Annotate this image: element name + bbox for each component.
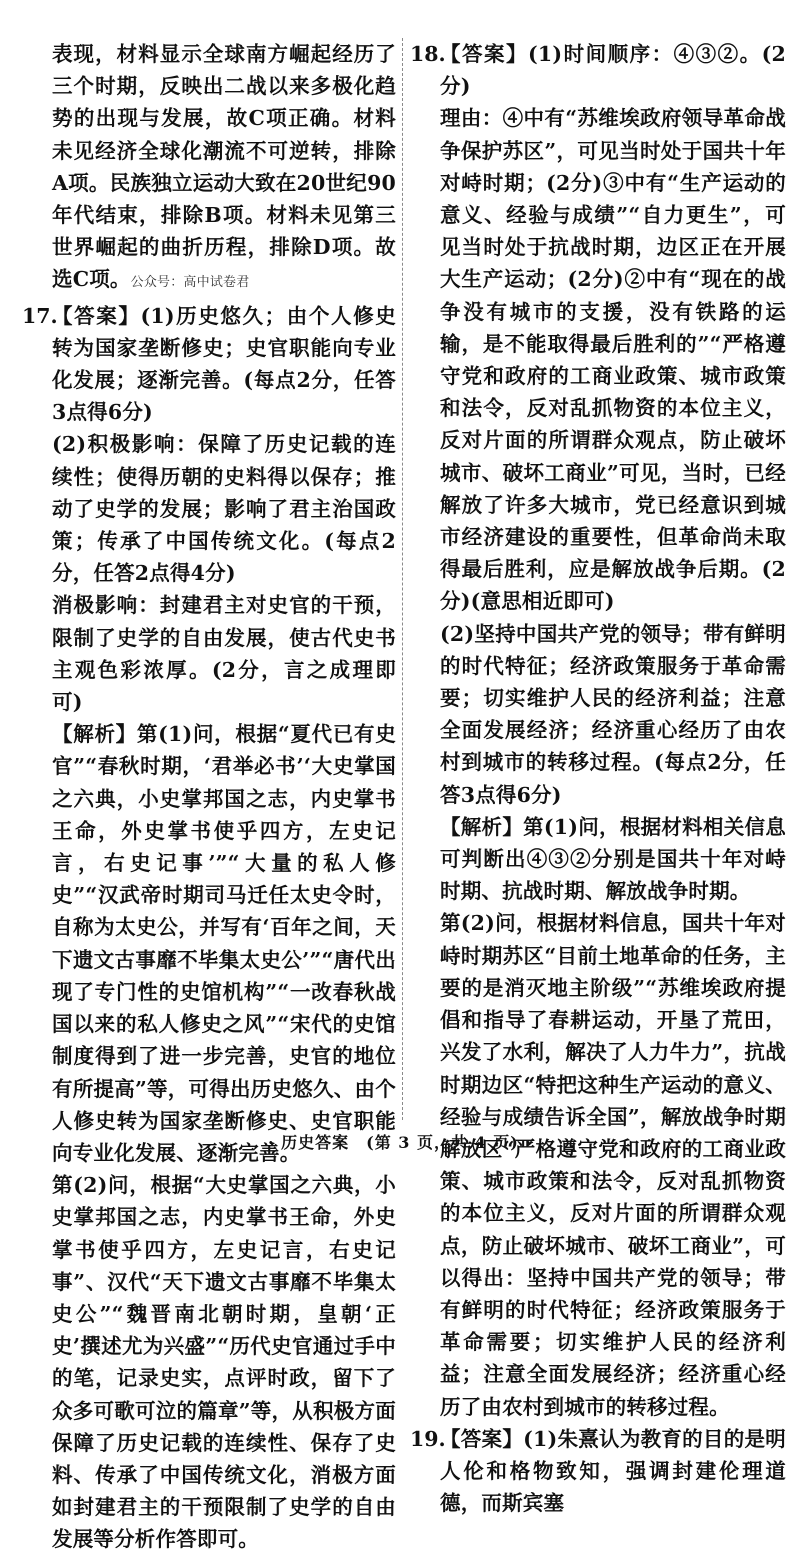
question-17 [22,300,396,1556]
q17-analysis-p1: 【解析】第(1)问，根据“夏代已有史官”“春秋时期，‘君举必书’‘大史掌国之六典，小史掌邦国之志，内史掌书王命，外史掌书使乎四方，左史记言，右史记事’”“大量的私人修史”“汉武帝时期司马迁任太史令时，自称为太史公，并写有‘百年之间，天下遗文古事靡不毕集太史公’”“唐代出现了专门性的史馆机构”“一改春秋战国以来的私人修史之风”“宋代的史馆制度得到了进一步完善，史官的地位有所提高”等，可得出历史悠久、由个人修史转为国家垄断修史、史官职能向专业化发展、逐渐完善。 [52,722,396,1165]
q18-number: 18. [410,42,446,66]
q17-number: 17. [22,303,58,328]
question-18 [410,38,786,1423]
right-column [410,38,786,1519]
q18-answer-p3: (2)坚持中国共产党的领导；带有鲜明的时代特征；经济政策服务于革命需要；切实维护人民的经济利益；注意全面发展经济；经济重心经历了由农村到城市的转移过程。(每点2分，任答3点得6分) [440,621,786,807]
q18-analysis-p2: 第(2)问，根据材料信息，国共十年对峙时期苏区“目前土地革命的任务，主要的是消灭地主阶级”“苏维埃政府提倡和指导了春耕运动，开垦了荒田，兴发了水利，解决了人力牛力”，抗战时期边区“特把这种生产运动的意义、经验与成绩告诉全国”，解放战争时期解放区“严格遵守党和政府的工商业政策、城市政策和法令，反对乱抓物资的本位主义，反对片面的所谓群众观点，防止破坏城市、破坏工商业”，可以得出：坚持中国共产党的领导；带有鲜明的时代特征；经济政策服务于革命需要；切实维护人民的经济利益；注意全面发展经济；经济重心经历了由农村到城市的转移过程。 [440,911,786,1419]
q18-analysis-p1: 【解析】第(1)问，根据材料相关信息可判断出④③②分别是国共十年对峙时期、抗战时期、解放战争时期。 [440,814,786,904]
q17-answer-p3: 消极影响：封建君主对史官的干预，限制了史学的自由发展，使古代史书主观色彩浓厚。(2分，言之成理即可) [52,593,396,715]
answer-tag: 【答案】 [440,1426,524,1451]
answer-tag: 【答案】 [52,303,141,328]
column-divider [402,38,403,1120]
page-footer: · 历史答案 (第 3 页，共 4 页) · [268,1133,532,1152]
q19-number: 19. [410,1426,446,1451]
q18-answer-p1: 【答案】(1)时间顺序：④③②。(2分) [440,42,786,99]
q17-answer-p2: (2)积极影响：保障了历史记载的连续性；使得历朝的史料得以保存；推动了史学的发展；影响了君主治国政策；传承了中国传统文化。(每点2分，任答2点得4分) [52,432,396,586]
left-column [22,38,396,1556]
question-19 [410,1423,786,1520]
q17-answer-p1: 【答案】(1)历史悠久；由个人修史转为国家垄断修史；史官职能向专业化发展；逐渐完善。(每点2分，任答3点得6分) [52,303,396,425]
analysis-tag: 【解析】 [52,722,137,747]
q16-continuation: 表现，材料显示全球南方崛起经历了三个时期，反映出二战以来多极化趋势的出现与发展，故C项正确。材料未见经济全球化潮流不可逆转，排除A项。民族独立运动大致在20世纪90年代结束，排除B项。材料未见第三世界崛起的曲折历程，排除D项。故选C项。公众号：高中试卷君 [52,42,396,292]
q17-analysis-p2: 第(2)问，根据“大史掌国之六典，小史掌邦国之志，内史掌书王命，外史掌书使乎四方，左史记言，右史记事”、汉代“天下遗文古事靡不毕集太史公”“魏晋南北朝时期，皇朝‘正史’撰述尤为兴盛”“历代史官通过手中的笔，记录史实，点评时政，留下了众多可歌可泣的篇章”等，从积极方面保障了历史记载的连续性、保存了史料、传承了中国传统文化，消极方面如封建君主的干预限制了史学的自由发展等分析作答即可。 [52,1173,396,1552]
answer-tag: 【答案】 [440,42,529,66]
q18-answer-p2: 理由：④中有“苏维埃政府领导革命战争保护苏区”，可见当时处于国共十年对峙时期；(2分)③中有“生产运动的意义、经验与成绩”“自力更生”，可见当时处于抗战时期，边区正在开展大生产运动；(2分)②中有“现在的战争没有城市的支援，没有铁路的运输，是不能取得最后胜利的”“严格遵守党和政府的工商业政策、城市政策和法令，反对乱抓物资的本位主义，反对片面的所谓群众观点，防止破坏城市、破坏工商业”可见，当时，已经解放了许多大城市，党已经意识到城市经济建设的重要性，但革命尚未取得最后胜利，应是解放战争后期。(2分)(意思相近即可) [440,106,786,614]
analysis-tag: 【解析】 [440,814,524,839]
watermark-note: 公众号：高中试卷君 [130,275,250,291]
q19-answer-p1: 【答案】(1)朱熹认为教育的目的是明人伦和格物致知，强调封建伦理道德，而斯宾塞 [440,1426,786,1516]
